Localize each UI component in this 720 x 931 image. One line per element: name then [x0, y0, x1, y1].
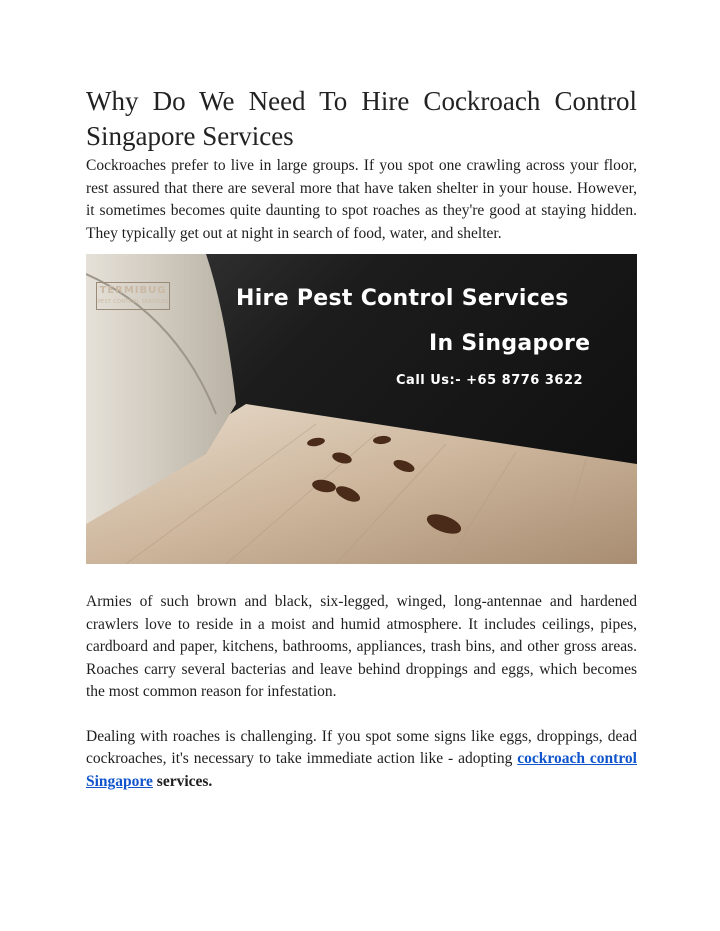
banner-heading-line2: In Singapore	[429, 331, 591, 356]
banner-call-line: Call Us:- +65 8776 3622	[396, 373, 584, 388]
termibug-logo: TERMIBUG PEST CONTROL SERVICES	[96, 282, 170, 310]
banner-image	[86, 254, 637, 564]
banner-heading-line1: Hire Pest Control Services	[236, 286, 569, 311]
paragraph-dealing-tail: services.	[152, 772, 213, 790]
paragraph-dealing-lead: Dealing with roaches is challenging. If you spot some signs like eggs, droppings, dead cockroaches, it's necessary to take immediate action like - adopting	[86, 727, 637, 767]
paragraph-infestation: Armies of such brown and black, six-legged, winged, long-antennae and hardened crawlers love to reside in a moist and humid atmosphere. It includes ceilings, pipes, cardboard and paper, kitchens, bathrooms, appliances, trash bins, and other gross areas. Roaches carry several bacterias and leave behind droppings and eggs, which becomes the most common reason for infestation.	[86, 593, 637, 700]
intro-paragraph: Cockroaches prefer to live in large groups. If you spot one crawling across your floor, rest assured that there are several more that have taken shelter in your house. However, it sometimes becomes quite daunting to spot roaches as they're good at staying hidden. They typically get out at night in search of food, water, and shelter.	[86, 157, 637, 242]
cockroach-control-link[interactable]: cockroach control Singapore	[86, 750, 637, 790]
document-body	[86, 84, 637, 793]
page-title: Why Do We Need To Hire Cockroach Control Singapore Services	[86, 86, 637, 151]
paragraph-dealing	[86, 726, 637, 794]
